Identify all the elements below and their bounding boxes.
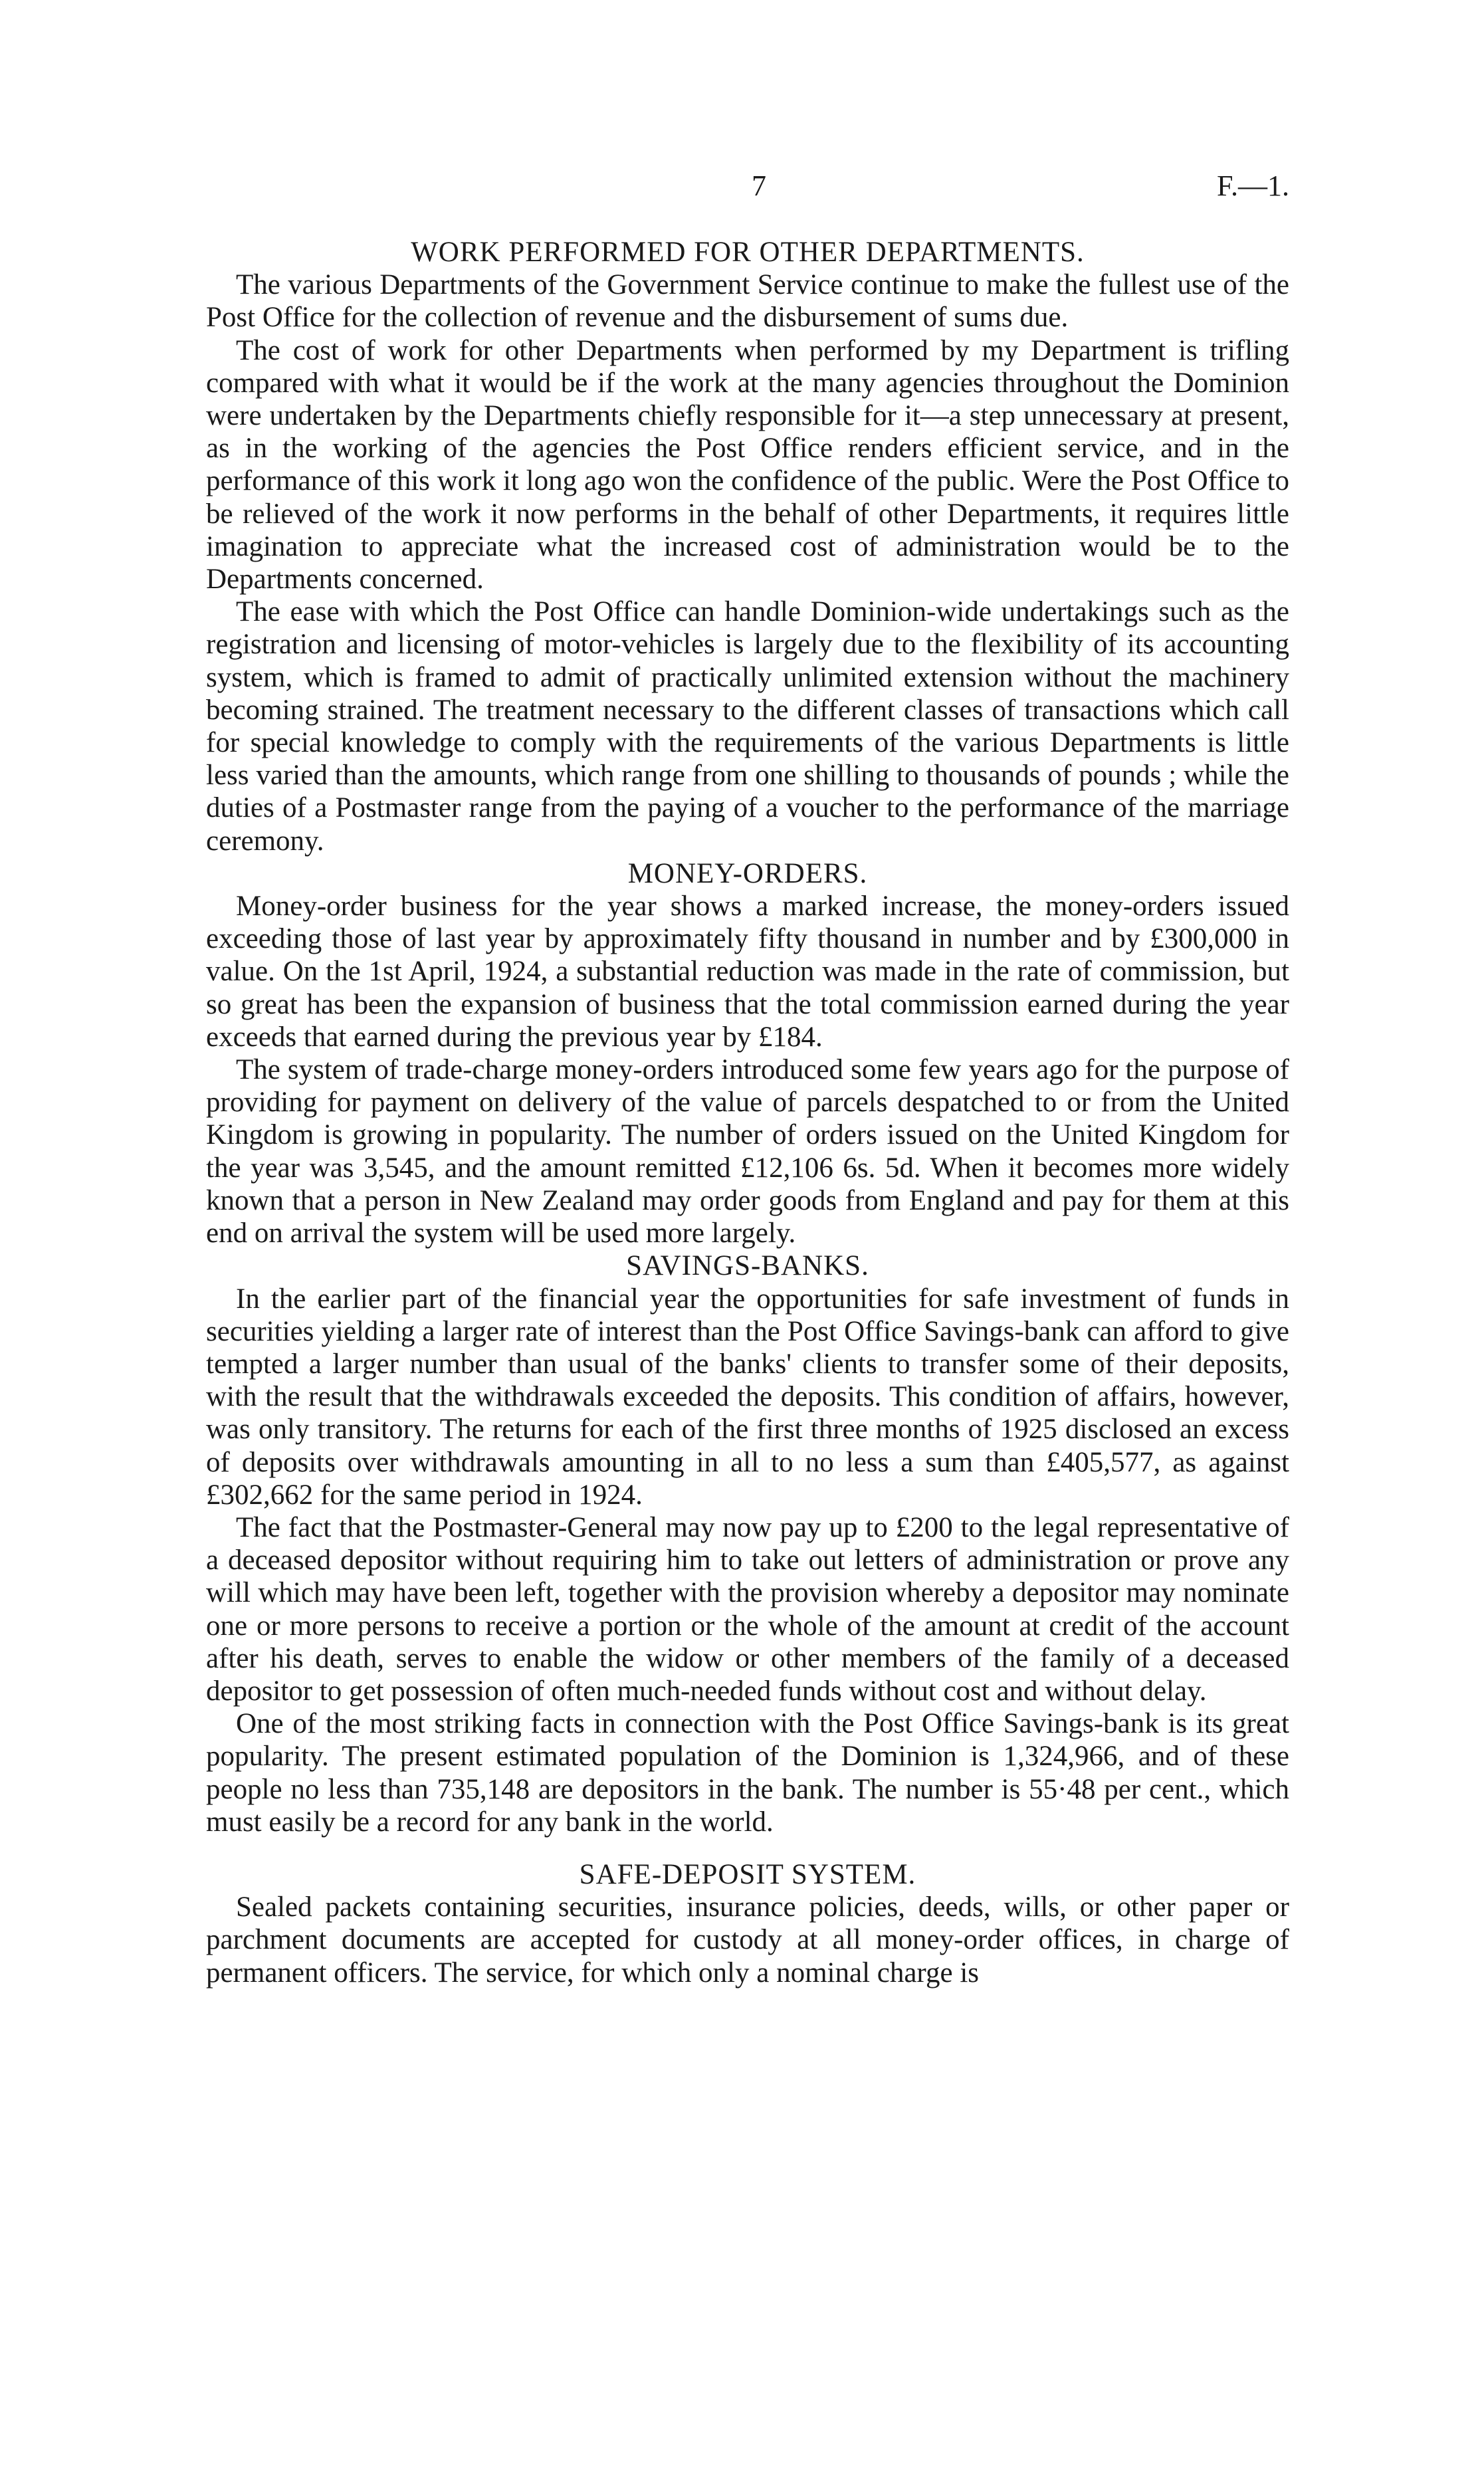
paragraph: Sealed packets containing securities, insurance policies, deeds, wills, or other paper or parchment documents are accepted for custody at all money-order offices, in charge of permanent officers. The service, for which only a nominal charge is — [206, 1892, 1289, 1989]
paragraph: One of the most striking facts in connection with the Post Office Savings-bank is its great popularity. The present estimated population of the Dominion is 1,324,966, and of these people no less than 735,148 are depositors in the bank. The number is 55·48 per cent., which must easily be a record for any bank in the world. — [206, 1708, 1289, 1838]
section-heading: SAFE-DEPOSIT SYSTEM. — [579, 1858, 916, 1890]
section-heading: SAVINGS-BANKS. — [626, 1250, 869, 1282]
paragraph: The system of trade-charge money-orders introduced some few years ago for the purpose of providing for payment on delivery of the value of parcels despatched to or from the United Kingdom is growing in popularity. The number of orders issued on the United Kingdom for the year was 3,545, and the amount remitted £12,106 6s. 5d. When it becomes more widely known that a person in New Zealand may order goods from England and pay for them at this end on arrival the system will be used more largely. — [206, 1054, 1289, 1249]
document-reference: F.—1. — [1217, 169, 1289, 202]
paragraph: The various Departments of the Government Service continue to make the fullest use of the Post Office for the collection of revenue and the disbursement of sums due. — [206, 269, 1289, 334]
page-header — [206, 166, 1289, 206]
section-heading: MONEY-ORDERS. — [627, 857, 868, 889]
paragraph: The cost of work for other Departments when performed by my Department is trifling compared with what it would be if the work at the many agencies throughout the Dominion were undertaken by the Departments chiefly responsible for it—a step unnecessary at present, as in the working of the agencies the Post Office renders efficient service, and in the performance of this work it long ago won the confidence of the public. Were the Post Office to be relieved of the work it now performs in the behalf of other Departments, it requires little imagination to appreciate what the increased cost of administration would be to the Departments concerned. — [206, 334, 1289, 595]
paragraph: The fact that the Postmaster-General may now pay up to £200 to the legal representative of a deceased depositor without requiring him to take out letters of administration or prove any will which may have been left, together with the provision whereby a depositor may nominate one or more persons to receive a portion or the whole of the amount at credit of the account after his death, serves to enable the widow or other members of the family of a deceased depositor to get possession of often much-needed funds without cost and without delay. — [206, 1511, 1289, 1707]
section-money-orders — [206, 857, 1289, 1249]
body-text — [206, 236, 1289, 1989]
section-heading: WORK PERFORMED FOR OTHER DEPARTMENTS. — [411, 237, 1085, 268]
paragraph: The ease with which the Post Office can handle Dominion-wide undertakings such as the registration and licensing of motor-vehicles is largely due to the flexibility of its accounting system, which is framed to admit of practically unlimited extension without the machinery becoming strained. The treatment necessary to the different classes of transactions which call for special knowledge to comply with the requirements of the various Departments is little less varied than the amounts, which range from one shilling to thousands of pounds ; while the duties of a Postmaster range from the paying of a voucher to the performance of the marriage ceremony. — [206, 596, 1289, 857]
section-work-for-other-departments — [206, 236, 1289, 857]
page-number: 7 — [752, 169, 766, 202]
paragraph: Money-order business for the year shows a marked increase, the money-orders issued exceeding those of last year by approximately fifty thousand in number and by £300,000 in value. On the 1st April, 1924, a substantial reduction was made in the rate of commission, but so great has been the expansion of business that the total commission earned during the year exceeds that earned during the previous year by £184. — [206, 891, 1289, 1053]
paragraph: In the earlier part of the financial year the opportunities for safe investment of funds in securities yielding a larger rate of interest than the Post Office Savings-bank can afford to give tempted a larger number than usual of the banks' clients to transfer some of their deposits, with the result that the withdrawals exceeded the deposits. This condition of affairs, however, was only transitory. The returns for each of the first three months of 1925 disclosed an excess of deposits over withdrawals amounting in all to no less a sum than £405,577, as against £302,662 for the same period in 1924. — [206, 1283, 1289, 1511]
section-safe-deposit-system — [206, 1858, 1289, 1989]
section-savings-banks — [206, 1249, 1289, 1838]
